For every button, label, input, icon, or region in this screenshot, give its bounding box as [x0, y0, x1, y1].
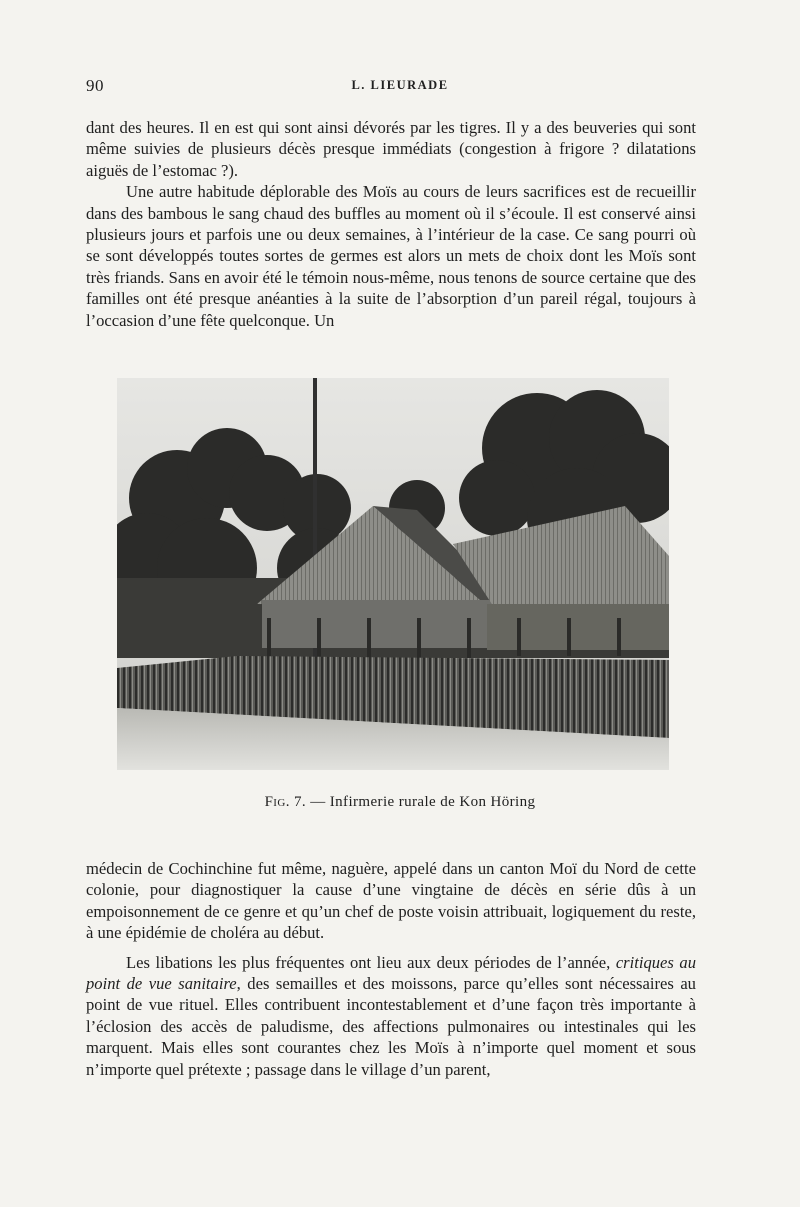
photo-infirmary [117, 378, 669, 770]
italic-phrase: critiques au point de vue sanitaire [86, 952, 697, 994]
caption-dash: — [306, 794, 330, 810]
paragraph: dant des heures. Il en est qui sont ainsi dévorés par les tigres. Il y a des beuveries qui sont même suivies de plusieurs décès presque immédiats (congestion à frigore ? dilatations aiguës de l’estomac ?). [86, 118, 696, 180]
figure-photo [117, 378, 669, 770]
paragraph-text: Les libations les plus fréquentes ont lieu aux deux périodes de l’année, [126, 952, 616, 972]
page-number: 90 [86, 76, 104, 95]
paragraph: médecin de Cochinchine fut même, naguère, appelé dans un canton Moï du Nord de cette colonie, pour diagnostiquer la cause d’une vingtaine de décès en série dûs à un empoisonnement de ce genre et qu’un chef de poste voisin attribuait, logiquement du reste, à une épidémie de choléra au début. [86, 859, 696, 943]
running-head: L. LIEURADE [351, 78, 449, 92]
caption-text: Infirmerie rurale de Kon Höring [329, 794, 536, 810]
figure-label: Fig. 7. [264, 794, 307, 810]
figure-caption [0, 794, 800, 811]
paragraph [86, 952, 696, 1080]
text-block-top [86, 117, 696, 331]
paragraph-text: , des semailles et des moissons, parce qu’elles sont nécessaires au point de vue rituel. Elles contribuent incontestablement et d’une façon très importante à l’éclosion des accès de paludisme, des affections pulmonaires ou intestinales qui les marquent. Mais elles sont courantes chez les Moïs à n’importe quel moment et sous n’importe quel prétexte ; passage dans le village d’un parent, [86, 974, 696, 1079]
paragraph: Une autre habitude déplorable des Moïs au cours de leurs sacrifices est de recueillir dans des bambous le sang chaud des buffles au moment où il s’écoule. Il est conservé ainsi plusieurs jours et parfois une ou deux semaines, à l’intérieur de la case. Ce sang pourri où se sont développés toutes sortes de germes est alors un mets de choix dont les Moïs sont très friands. Sans en avoir été le témoin nous-même, nous tenons de source certaine que des familles ont été presque anéanties à la suite de l’absorption d’un pareil régal, toujours à l’occasion d’une fête quelconque. Un [86, 182, 696, 330]
text-block-bottom [86, 858, 696, 1080]
